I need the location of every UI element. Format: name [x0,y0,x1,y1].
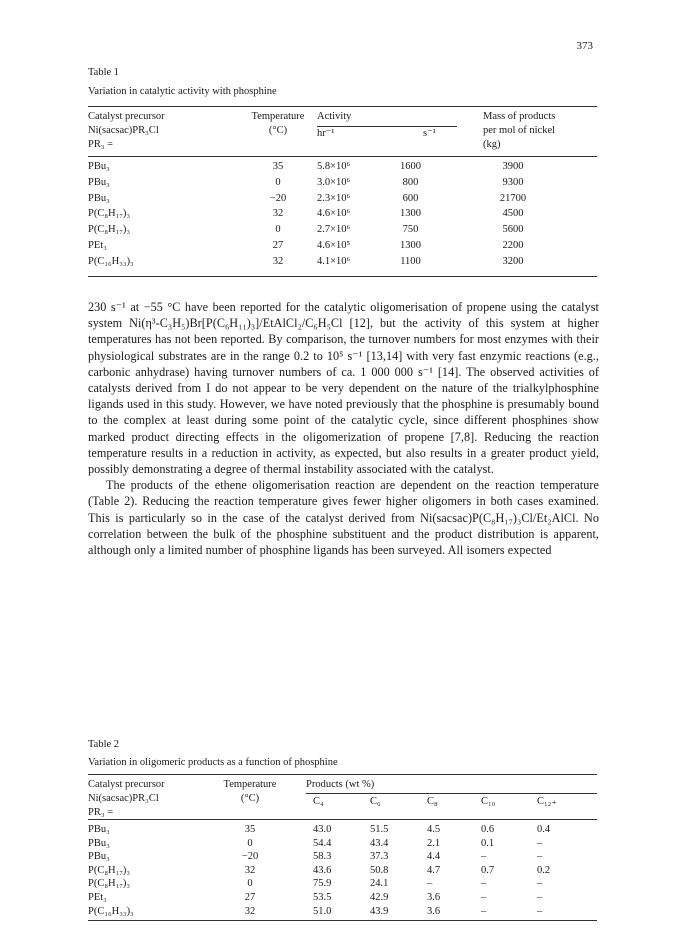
t1-header-catalyst-2: Ni(sacsac)PR₃Cl [88,125,159,136]
t1-cell-temp: 27 [272,240,284,251]
t2-cell-c10: – [481,892,487,903]
t2-cell-c6: 50.8 [370,864,389,876]
t1-cell-activity-s: 1300 [400,240,421,251]
t2-cell-temp: 27 [244,892,256,903]
t2-cell-temp: 32 [244,864,256,876]
t1-cell-mass: 3200 [502,255,524,267]
t2-cell-temp: 0 [247,878,253,890]
t2-header-products: Products (wt %) [306,779,375,790]
t1-cell-activity-hr: 4.1×10⁶ [317,255,351,267]
t2-cell-temp: 35 [244,824,256,835]
t2-cell-c12: 0.4 [537,824,551,835]
body-text [88,299,599,558]
t2-cell-pr3: PEt₃ [88,892,107,903]
t1-cell-pr3: P(C₈H₁₇)₃ [88,224,131,236]
t2-cell-c8: 4.7 [427,864,441,876]
t2-header-catalyst-2: Ni(sacsac)PR₃Cl [88,793,159,804]
t1-cell-mass: 3900 [502,161,524,172]
t2-cell-c10: 0.7 [481,864,495,876]
t2-cell-c4: 43.0 [313,824,332,835]
t2-cell-temp: −20 [241,851,259,863]
body-paragraph-2: The products of the ethene oligomerisation reaction are dependent on the reaction temperature (Table 2). Reducing the reaction temperature gives fewer higher oligomers in both cases examined. This is particularly so in the case of the catalyst derived from Ni(sacsac)P(C₈H₁₇)₃Cl/Et₂AlCl. No correlation between the bulk of the phosphine substituent and the product distribution is apparent, although only a limited number of phosphine ligands has been surveyed. All isomers expected [88,478,599,558]
table2 [88,770,597,920]
t1-cell-activity-s: 1300 [400,208,421,220]
table1-header-rule [88,156,597,157]
t2-cell-pr3: PBu₃ [88,837,110,849]
t1-cell-activity-s: 1100 [400,255,421,267]
t1-cell-mass: 9300 [502,176,524,188]
t2-header-c8: C₈ [427,796,438,807]
t2-cell-c8: – [427,878,433,890]
t1-cell-mass: 21700 [499,192,527,204]
t2-cell-c10: – [481,851,487,863]
t2-cell-c6: 43.9 [370,905,389,917]
table1-caption: Variation in catalytic activity with phosphine [88,86,277,97]
t2-cell-pr3: P(C₈H₁₇)₃ [88,878,131,890]
t2-cell-c12: 0.2 [537,864,551,876]
t1-cell-activity-s: 1600 [400,161,421,172]
t2-cell-c6: 43.4 [370,837,389,849]
t2-cell-c6: 42.9 [370,892,389,903]
t1-cell-mass: 2200 [502,240,524,251]
t1-cell-activity-s: 800 [402,176,419,188]
t2-cell-c8: 4.5 [427,824,441,835]
t2-cell-c4: 58.3 [313,851,332,863]
t1-cell-pr3: PEt₃ [88,240,107,251]
t1-cell-activity-hr: 4.6×10⁵ [317,240,351,251]
table1 [88,100,597,280]
t1-cell-pr3: PBu₃ [88,192,110,204]
t2-cell-c6: 51.5 [370,824,389,835]
t1-header-activity: Activity [317,111,352,122]
table1-top-rule [88,106,597,107]
t2-cell-c12: – [537,878,543,890]
t2-cell-pr3: P(C₈H₁₇)₃ [88,864,131,876]
t1-header-temp-2: (°C) [268,125,288,136]
t1-cell-activity-hr: 2.3×10⁶ [317,192,351,204]
table1-bottom-rule [88,276,597,277]
t1-cell-temp: 0 [275,176,281,188]
t1-header-activity-s: s⁻¹ [423,128,436,139]
t2-cell-c4: 53.5 [313,892,332,903]
t2-cell-temp: 32 [244,905,256,917]
t2-cell-c10: 0.6 [481,824,495,835]
t2-cell-c4: 54.4 [313,837,332,849]
t2-cell-c10: – [481,878,487,890]
t1-cell-mass: 5600 [502,224,524,236]
t1-cell-activity-hr: 4.6×10⁶ [317,208,351,220]
t1-header-temp-1: Temperature [251,111,305,122]
t2-products-rule [306,793,597,794]
t2-cell-c12: – [537,892,543,903]
t1-cell-activity-hr: 3.0×10⁶ [317,176,351,188]
t2-cell-c12: – [537,905,543,917]
table2-caption: Variation in oligomeric products as a function of phosphine [88,757,338,768]
t2-header-catalyst-1: Catalyst precursor [88,779,165,790]
t2-cell-c8: 3.6 [427,905,441,917]
t2-header-catalyst-3: PR₃ = [88,807,114,818]
t2-cell-temp: 0 [247,837,253,849]
t1-header-catalyst-1: Catalyst precursor [88,111,165,122]
t1-cell-temp: 35 [272,161,284,172]
t2-header-c4: C₄ [313,796,324,807]
table2-bottom-rule [88,920,597,921]
t1-header-activity-hr: hr⁻¹ [317,128,335,139]
t2-cell-pr3: P(C₁₆H₃₃)₃ [88,905,134,917]
t1-cell-temp: 0 [275,224,281,236]
t2-header-c6: C₆ [370,796,381,807]
t1-cell-activity-s: 750 [402,224,419,236]
t2-cell-c6: 37.3 [370,851,389,863]
t2-cell-c4: 51.0 [313,905,332,917]
table1-label: Table 1 [88,67,120,78]
t2-header-c10: C₁₀ [481,796,496,807]
t1-cell-temp: 32 [272,208,284,220]
table2-top-rule [88,774,597,775]
t2-cell-c6: 24.1 [370,878,389,890]
t2-cell-c10: 0.1 [481,837,495,849]
t2-cell-c12: – [537,837,543,849]
t2-cell-pr3: PBu₃ [88,824,110,835]
t2-cell-c10: – [481,905,487,917]
t1-cell-activity-hr: 5.8×10⁶ [317,161,351,172]
t1-activity-rule [317,126,457,127]
t1-cell-activity-s: 600 [402,192,419,204]
t2-header-temp-1: Temperature [223,779,277,790]
table2-label: Table 2 [88,739,120,750]
t1-cell-pr3: P(C₈H₁₇)₃ [88,208,131,220]
t1-cell-pr3: PBu₃ [88,161,110,172]
t1-cell-temp: 32 [272,255,284,267]
t1-cell-mass: 4500 [502,208,524,220]
t1-header-catalyst-3: PR₃ = [88,139,114,150]
t1-cell-pr3: P(C₁₆H₃₃)₃ [88,255,134,267]
t2-header-temp-2: (°C) [240,793,260,804]
t1-header-mass-1: Mass of products [483,111,556,122]
table2-header-rule [88,819,597,820]
t1-header-mass-3: (kg) [483,139,501,150]
t1-cell-activity-hr: 2.7×10⁶ [317,224,351,236]
t2-cell-c8: 4.4 [427,851,441,863]
t2-cell-c4: 43.6 [313,864,332,876]
t2-header-c12: C₁₂₊ [537,796,557,807]
t1-header-mass-2: per mol of nickel [483,125,556,136]
t2-cell-c8: 2.1 [427,837,441,849]
t2-cell-c8: 3.6 [427,892,441,903]
t2-cell-pr3: PBu₃ [88,851,110,863]
body-paragraph-1: 230 s⁻¹ at −55 °C have been reported for the catalytic oligomerisation of propene using the catalyst system Ni(η³-C₃H₅)Br[P(C₆H₁₁)₃]/EtAlCl₂/C₆H₅Cl [12], but the activity of this system at higher temperatures has not been reported. By comparison, the turnover numbers for most enzymes with their physiological substrates are in the range 0.2 to 10⁵ s⁻¹ [13,14] with very fast enzymic reactions (e.g., carbonic anhydrase) having turnover numbers of ca. 1 000 000 s⁻¹ [14]. The observed activities of catalysts derived from I do not appear to be very dependent on the nature of the trialkylphosphine ligands used in this study. However, we have noted previously that the phosphine is presumably bound to the complex at least during some point of the catalytic cycle, since different phosphines show marked product directing effects in the oligomerization of propene [7,8]. Reducing the reaction temperature results in a reduction in activity, as expected, but also results in a greater product yield, possibly demonstrating a degree of thermal instability associated with the catalyst. [88,300,599,477]
t2-cell-c4: 75.9 [313,878,332,890]
t1-cell-pr3: PBu₃ [88,176,110,188]
t1-cell-temp: −20 [269,192,287,204]
t2-cell-c12: – [537,851,543,863]
page-number: 373 [576,40,593,52]
